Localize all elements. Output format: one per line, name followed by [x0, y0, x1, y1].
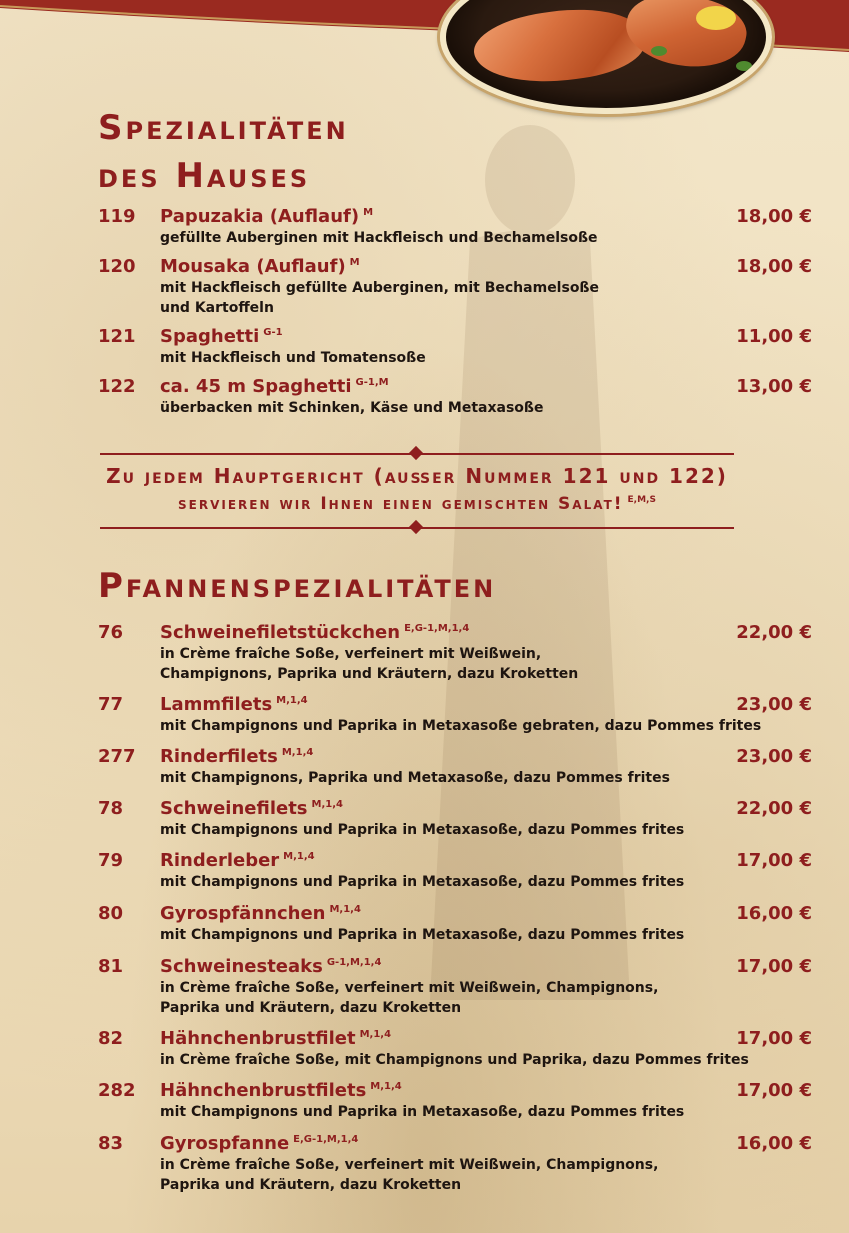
allergen-codes: M,1,4: [370, 1081, 402, 1092]
item-price: 18,00 €: [736, 206, 812, 227]
item-number: 277: [98, 746, 136, 767]
allergen-codes: M,1,4: [276, 695, 308, 706]
item-name: Schweinefiletstückchen $^{E,G-1,M,1,4}$: [160, 622, 470, 643]
item-name: Rinderfilets $^{M,1,4}$: [160, 746, 314, 767]
allergen-codes: M,1,4: [329, 904, 361, 915]
item-name: Gyrospfännchen $^{M,1,4}$: [160, 903, 361, 924]
item-description: gefüllte Auberginen mit Hackfleisch und Bechamelsoße: [160, 230, 598, 246]
item-price: 16,00 €: [736, 1133, 812, 1154]
item-number: 76: [98, 622, 124, 643]
item-number: 120: [98, 256, 136, 277]
item-description: in Crème fraîche Soße, verfeinert mit Weißwein, Champignons, Paprika und Kräutern, dazu Kroketten: [160, 980, 659, 1016]
item-name: Mousaka (Auflauf) $^M$: [160, 256, 360, 277]
item-price: 17,00 €: [736, 956, 812, 977]
herb-garnish: [651, 46, 667, 56]
item-name: ca. 45 m Spaghetti $^{G-1,M}$: [160, 376, 389, 397]
salmon-steak-image: [470, 0, 648, 92]
allergen-codes: G-1,M: [355, 377, 389, 388]
allergen-codes: E,M,S: [627, 495, 656, 506]
allergen-codes: M,1,4: [359, 1029, 392, 1040]
item-price: 17,00 €: [736, 1028, 812, 1049]
allergen-codes: E,G-1,M,1,4: [293, 1134, 359, 1145]
salad-note-line1: Zu jedem Hauptgericht (außer Nummer 121 und 122): [106, 464, 728, 488]
divider-top: [100, 448, 734, 460]
item-price: 22,00 €: [736, 622, 812, 643]
item-description: in Crème fraîche Soße, mit Champignons und Paprika, dazu Pommes frites: [160, 1052, 749, 1068]
item-price: 17,00 €: [736, 850, 812, 871]
item-description: mit Champignons und Paprika in Metaxasoße, dazu Pommes frites: [160, 927, 685, 943]
item-name: Hähnchenbrustfilet $^{M,1,4}$: [160, 1028, 392, 1049]
item-description: mit Champignons, Paprika und Metaxasoße, dazu Pommes frites: [160, 770, 670, 786]
item-price: 23,00 €: [736, 694, 812, 715]
item-description: mit Champignons und Paprika in Metaxasoße, dazu Pommes frites: [160, 822, 685, 838]
item-number: 282: [98, 1080, 136, 1101]
item-description: überbacken mit Schinken, Käse und Metaxasoße: [160, 400, 544, 416]
item-number: 122: [98, 376, 136, 397]
item-number: 83: [98, 1133, 124, 1154]
allergen-codes: M: [349, 257, 360, 268]
dish-photo: [440, 0, 772, 114]
item-price: 22,00 €: [736, 798, 812, 819]
allergen-codes: M,1,4: [283, 851, 315, 862]
item-number: 82: [98, 1028, 124, 1049]
herb-garnish: [736, 61, 752, 71]
item-number: 121: [98, 326, 136, 347]
item-price: 11,00 €: [736, 326, 812, 347]
item-name: Schweinefilets $^{M,1,4}$: [160, 798, 343, 819]
diamond-icon: [409, 446, 423, 460]
item-price: 17,00 €: [736, 1080, 812, 1101]
item-name: Spaghetti $^{G-1}$: [160, 326, 283, 347]
item-description: mit Champignons und Paprika in Metaxasoße, dazu Pommes frites: [160, 874, 685, 890]
item-name: Gyrospfanne $^{E,G-1,M,1,4}$: [160, 1133, 359, 1154]
diamond-icon: [409, 520, 423, 534]
item-price: 23,00 €: [736, 746, 812, 767]
allergen-codes: G-1,M,1,4: [326, 957, 382, 968]
item-number: 80: [98, 903, 124, 924]
item-name: Lammfilets $^{M,1,4}$: [160, 694, 308, 715]
statue-watermark: [400, 120, 660, 1000]
item-description: mit Champignons und Paprika in Metaxasoße, dazu Pommes frites: [160, 1104, 685, 1120]
item-number: 119: [98, 206, 136, 227]
item-description: mit Hackfleisch und Tomatensoße: [160, 350, 426, 366]
section-title-pan-specialties: Pfannenspezialitäten: [98, 566, 497, 606]
item-description: in Crème fraîche Soße, verfeinert mit Weißwein, Champignons, Paprika und Kräutern, dazu Kroketten: [160, 646, 579, 682]
item-name: Rinderleber $^{M,1,4}$: [160, 850, 315, 871]
item-number: 77: [98, 694, 124, 715]
lemon-image: [696, 6, 736, 30]
allergen-codes: M,1,4: [281, 747, 314, 758]
item-name: Schweinesteaks $^{G-1,M,1,4}$: [160, 956, 382, 977]
item-number: 81: [98, 956, 124, 977]
item-description: mit Champignons und Paprika in Metaxasoße gebraten, dazu Pommes frites: [160, 718, 762, 734]
item-number: 79: [98, 850, 124, 871]
allergen-codes: E,G-1,M,1,4: [404, 623, 470, 634]
divider-bottom: [100, 522, 734, 534]
item-description: mit Hackfleisch gefüllte Auberginen, mit Bechamelsoße und Kartoffeln: [160, 280, 599, 316]
item-name: Papuzakia (Auflauf) $^M$: [160, 206, 374, 227]
allergen-codes: M: [363, 207, 374, 218]
item-number: 78: [98, 798, 124, 819]
allergen-codes: G-1: [263, 327, 283, 338]
item-name: Hähnchenbrustfilets $^{M,1,4}$: [160, 1080, 402, 1101]
item-price: 18,00 €: [736, 256, 812, 277]
allergen-codes: M,1,4: [311, 799, 343, 810]
salad-note-line2: servieren wir Ihnen einen gemischten Salat! $^{E,M,S}$: [178, 494, 656, 514]
item-price: 16,00 €: [736, 903, 812, 924]
item-description: in Crème fraîche Soße, verfeinert mit Weißwein, Champignons, Paprika und Kräutern, dazu Kroketten: [160, 1157, 659, 1193]
section-title-house-specialties: Spezialitäten des Hauses: [98, 108, 349, 196]
item-price: 13,00 €: [736, 376, 812, 397]
